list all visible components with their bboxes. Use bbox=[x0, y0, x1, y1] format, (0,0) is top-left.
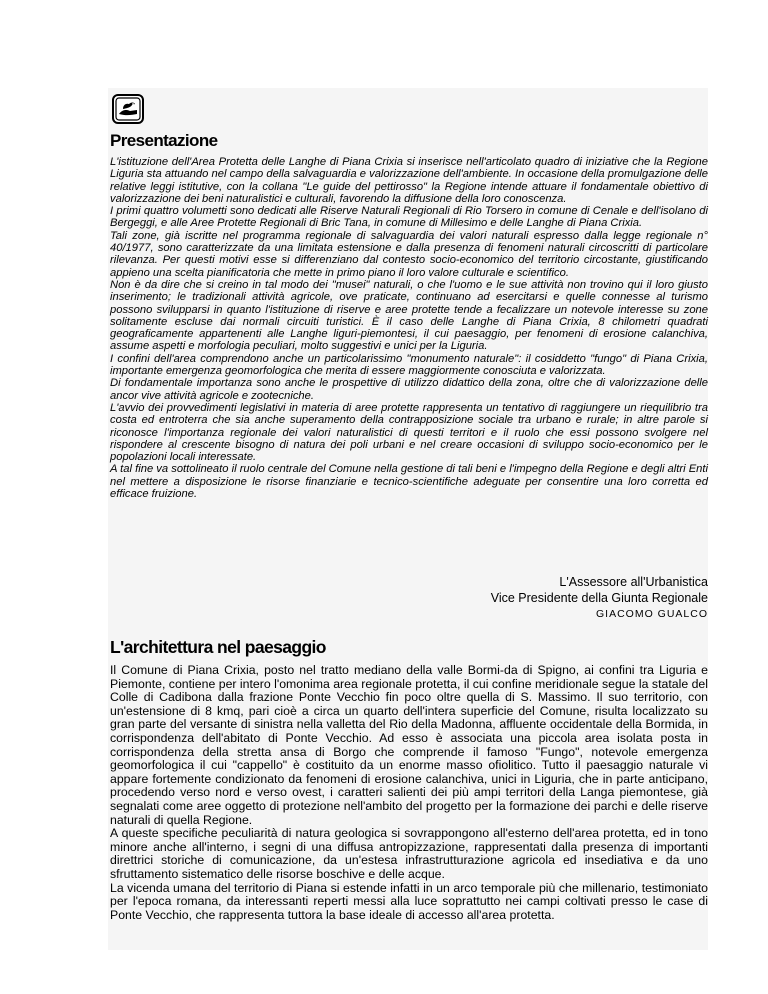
signature-office: Vice Presidente della Giunta Regionale bbox=[490, 591, 708, 605]
section-title-architettura: L'architettura nel paesaggio bbox=[110, 637, 326, 657]
signature-role: L'Assessore all'Urbanistica bbox=[559, 575, 708, 589]
section-title-presentazione: Presentazione bbox=[110, 131, 218, 150]
paragraph: Tali zone, già iscritte nel programma regionale di salvaguardia dei valori naturali espresso dalla legge regionale n° 40/1977, sono caratterizzate da una limitata estensione e dalla presenza di fenomeni naturali circoscritti di particolare rilevanza. Per questi motivi esse si differenziano dal contesto socio-economico del territorio circostante, giustificando appieno una scelta pianificatoria che mette in primo piano il loro valore culturale e scientifico. bbox=[110, 229, 708, 279]
paragraph: A tal fine va sottolineato il ruolo centrale del Comune nella gestione di tali beni e l'impegno della Regione e degli altri Enti nel mettere a disposizione le risorse finanziarie e tecnico-scientifiche adeguate per consentire una loro corretta ed efficace fruizione. bbox=[110, 463, 708, 501]
paragraph: I primi quattro volumetti sono dedicati alle Riserve Naturali Regionali di Rio Torsero in comune di Cenale e dell'isolano di Bergeggi, e alle Aree Protette Regionali di Bric Tana, in comune di Millesimo e delle Langhe di Piana Crixia. bbox=[110, 205, 708, 230]
signature-block bbox=[491, 574, 708, 622]
paragraph: Di fondamentale importanza sono anche le prospettive di utilizzo didattico della zona, oltre che di valorizzazione delle ancor vive attività agricole e zootecniche. bbox=[110, 377, 708, 402]
paragraph: I confini dell'area comprendono anche un particolarissimo "monumento naturale": il cosiddetto "fungo" di Piana Crixia, importante emergenza geomorfologica che merita di essere maggiormente conosciuta e valorizzata. bbox=[110, 352, 708, 378]
hand-holding-bird-logo-icon bbox=[112, 94, 144, 124]
paragraph: L'avvio dei provvedimenti legislativi in materia di aree protette rappresenta un tentativo di raggiungere un riequilibrio tra costa ed entroterra che sia anche superamento della contrapposizione sociale tra urbano e rurale; in altre parole si riconosce l'importanza regionale dei valori naturalistici di questi territori e il ruolo che essi possono svolgere nel rispondere al crescente bisogno di natura dei poli urbani e nel creare occasioni di sviluppo socio-economico per le popolazioni locali interessate. bbox=[110, 401, 708, 464]
paragraph: A queste specifiche peculiarità di natura geologica si sovrappongono all'esterno dell'area protetta, ed in tono minore anche all'interno, i segni di una diffusa antropizzazione, rappresentati dalla presenza di importanti direttrici storiche di comunicazione, da un'estesa infrastrutturazione agricola ed insediativa e da uno sfruttamento sistematico delle risorse boschive e delle acque. bbox=[110, 826, 708, 881]
presentazione-text bbox=[110, 156, 708, 500]
architettura-text bbox=[110, 664, 708, 922]
paragraph: Non è da dire che si creino in tal modo dei "musei" naturali, o che l'uomo e le sue attività non trovino qui il loro giusto inserimento; le tradizionali attività agricole, ove praticate, continuano ad esercitarsi e quelle connesse al turismo possono svilupparsi in quanto l'istituzione di riserve e aree protette tende a fecalizzare un notevole interesse su zone solitamente escluse dai normali circuiti turistici. È il caso delle Langhe di Piana Crixia, 8 chilometri quadrati geograficamente appartenenti alle Langhe liguri-piemontesi, il cui paesaggio, per fenomeni di erosione calanchiva, assume aspetti e morfologia peculiari, molto suggestivi e unici per la Liguria. bbox=[110, 278, 708, 353]
paragraph: L'istituzione dell'Area Protetta delle Langhe di Piana Crixia si inserisce nell'articolato quadro di iniziative che la Regione Liguria sta attuando nel campo della salvaguardia e valorizzazione dell'ambiente. In occasione della promulgazione delle relative leggi istitutive, con la collana "Le guide del pettirosso" la Regione intende attuare il fondamentale obiettivo di valorizzazione dei beni naturalistici e culturali, favorendo la diffusione della loro conoscenza. bbox=[110, 156, 708, 205]
signature-name: GIACOMO GUALCO bbox=[595, 608, 708, 620]
paragraph: La vicenda umana del territorio di Piana si estende infatti in un arco temporale più che millenario, testimoniato per l'epoca romana, da interessanti reperti messi alla luce soprattutto nei campi coltivati presso le case di Ponte Vecchio, che rappresenta tuttora la base ideale di accesso all'area protetta. bbox=[110, 880, 708, 922]
paragraph: Il Comune di Piana Crixia, posto nel tratto mediano della valle Bormi-da di Spigno, ai confini tra Liguria e Piemonte, contiene per intero l'omonima area regionale protetta, il cui confine meridionale segue la statale del Colle di Cadibona dalla frazione Ponte Vecchio fin poco oltre quella di S. Massimo. Il suo territorio, con un'estensione di 8 kmq, pari cioè a circa un quarto dell'intera superficie del Comune, risulta localizzato su gran parte del versante di sinistra nella valletta del Rio della Madonna, affluente occidentale della Bormida, in corrispondenza dell'abitato di Ponte Vecchio. Ad esso è associata una piccola area isolata posta in corrispondenza della stretta ansa di Borgo che comprende il famoso "Fungo", notevole emergenza geomorfologica il cui "cappello" è costituito da un enorme masso ofiolitico. Tutto il paesaggio naturale vi appare fortemente condizionato da fenomeni di erosione calanchiva, unici in Liguria, che in parte anticipano, procedendo verso nord e verso ovest, i caratteri salienti dei più ampi territori della Langa piemontese, già segnalati come aree oggetto di protezione nell'ambito del progetto per la formazione dei parchi e delle riserve naturali di quella Regione. bbox=[110, 663, 708, 827]
